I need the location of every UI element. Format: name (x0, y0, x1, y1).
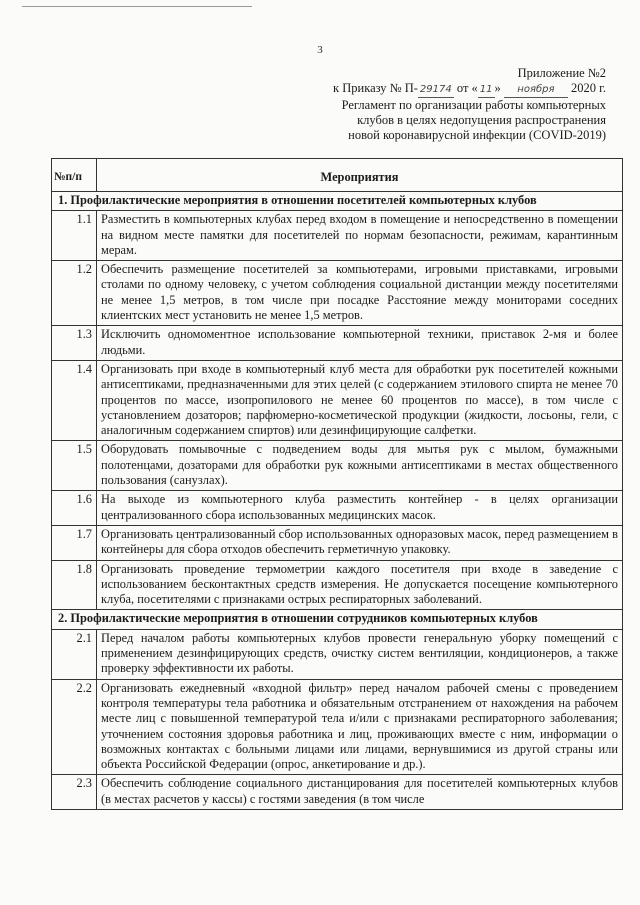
section-title-staff: 2. Профилактические мероприятия в отношении сотрудников компьютерных клубов (52, 610, 623, 629)
order-day-handwritten: 11 (478, 82, 495, 98)
scan-top-line (22, 6, 252, 7)
item-text: Организовать при входе в компьютерный клуб места для обработки рук посетителей кожными антисептиками, предназначенными для этих целей (с содержанием этилового спирта не менее 70 процентов по массе, изопропилового не менее 60 процентов по массе), в том числе с установлением дозаторов; парфюмерно-косметической продукции (жидкости, лосьоны, гели, с аналогичным содержанием спиртов) или дезинфицирующие салфетки. (97, 360, 623, 440)
table-row (52, 441, 623, 491)
item-number: 2.3 (52, 775, 97, 810)
regulation-title-line2: клубов в целях недопущения распространения (357, 113, 606, 127)
item-text: Обеспечить размещение посетителей за компьютерами, игровыми приставками, игровыми столами по одному человеку, с учетом соблюдения социальной дистанции между посетителями не менее 1,5 метров, в том числе при посадке Расстояние между мониторами соседних клиентских мест установить не менее 1,5 метров. (97, 261, 623, 326)
section-row (52, 610, 623, 629)
item-text: Перед началом работы компьютерных клубов провести генеральную уборку помещений с применением дезинфицирующих средств, очистку систем вентиляции, кондиционеров, а также проверку эффективности их работы. (97, 629, 623, 679)
item-number: 2.1 (52, 629, 97, 679)
table-row (52, 775, 623, 810)
item-text: Организовать проведение термометрии каждого посетителя при входе в заведение с использованием бесконтактных средств измерения. Не допускается посещение компьютерного клуба, посетителями с признаками острых респираторных заболеваний. (97, 560, 623, 610)
table-row (52, 679, 623, 775)
item-text: Организовать ежедневный «входной фильтр» перед началом рабочей смены с проведением контроля температуры тела работника и обязательным отстранением от нахождения на рабочем месте лиц с повышенной температурой тела и/или с признаками респираторного заболевания; уточнением состояния здоровья работника и лиц, проживающих вместе с ним, информации о возможных контактах с больными лицами или лицами, вернувшимися из другой страны или объекта Российской Федерации (опрос, анкетирование и др.). (97, 679, 623, 775)
order-from: от « (456, 81, 478, 95)
order-number-handwritten: 29174 (418, 82, 454, 98)
appendix-label: Приложение №2 (517, 66, 606, 80)
item-number: 1.8 (52, 560, 97, 610)
page-number: 3 (317, 44, 323, 56)
item-text: Исключить одномоментное использование компьютерной техники, приставок 2-мя и более людьми. (97, 326, 623, 361)
section-title-visitors: 1. Профилактические мероприятия в отношении посетителей компьютерных клубов (52, 192, 623, 211)
regulation-title-line1: Регламент по организации работы компьютерных (341, 98, 606, 112)
item-number: 1.2 (52, 261, 97, 326)
item-text: На выходе из компьютерного клуба разместить контейнер - в целях организации централизованного сбора использованных медицинских масок. (97, 491, 623, 526)
column-header-number: №п/п (52, 159, 97, 192)
item-number: 2.2 (52, 679, 97, 775)
table-header-row (52, 159, 623, 192)
table-row (52, 261, 623, 326)
item-number: 1.7 (52, 525, 97, 560)
table-row (52, 629, 623, 679)
order-line (186, 81, 606, 98)
item-number: 1.4 (52, 360, 97, 440)
measures-table (51, 158, 623, 810)
item-text: Оборудовать помывочные с подведением воды для мытья рук с мылом, бумажными полотенцами, дозаторами для обработки рук кожными антисептиками в местах общественного пользования (санузлах). (97, 441, 623, 491)
item-number: 1.6 (52, 491, 97, 526)
item-number: 1.3 (52, 326, 97, 361)
order-quote-close: » (494, 81, 501, 95)
regulation-title-line3: новой коронавирусной инфекции (COVID-2019) (348, 128, 606, 142)
document-header (186, 66, 606, 143)
table-row (52, 360, 623, 440)
item-number: 1.5 (52, 441, 97, 491)
column-header-measures: Мероприятия (97, 159, 623, 192)
table-row (52, 326, 623, 361)
order-year: 2020 г. (571, 81, 606, 95)
table-row (52, 560, 623, 610)
item-number: 1.1 (52, 211, 97, 261)
order-month-handwritten: ноября (504, 82, 568, 98)
section-row (52, 192, 623, 211)
item-text: Обеспечить соблюдение социального дистанцирования для посетителей компьютерных клубов (в местах расчетов у кассы) с гостями заведения (в том числе (97, 775, 623, 810)
table-row (52, 525, 623, 560)
order-prefix: к Приказу № П- (333, 81, 418, 95)
item-text: Организовать централизованный сбор использованных одноразовых масок, перед размещением в контейнеры для сбора отходов обеспечить герметичную упаковку. (97, 525, 623, 560)
table-row (52, 491, 623, 526)
item-text: Разместить в компьютерных клубах перед входом в помещение и непосредственно в помещении на видном месте памятки для посетителей по нормам безопасности, режимам, карантинным мерам. (97, 211, 623, 261)
table-row (52, 211, 623, 261)
